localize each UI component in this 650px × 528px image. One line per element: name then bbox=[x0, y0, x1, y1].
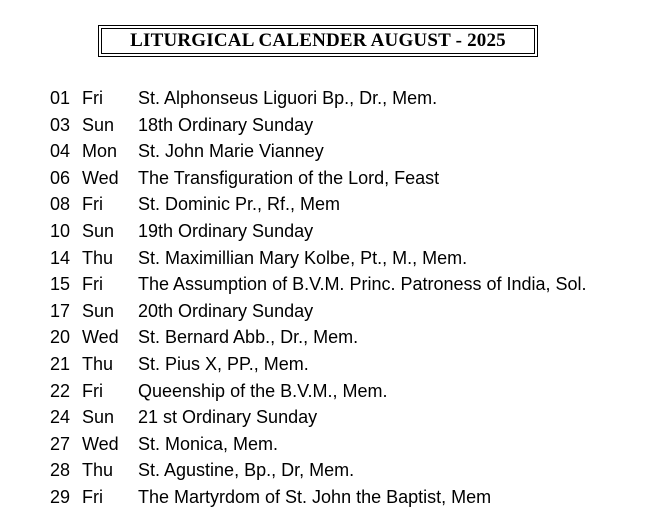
entry-day: Fri bbox=[82, 486, 103, 507]
entry-event: The Martyrdom of St. John the Baptist, Mem bbox=[138, 486, 492, 507]
calendar-entry bbox=[50, 191, 640, 218]
entry-event: St. Agustine, Bp., Dr, Mem. bbox=[138, 460, 355, 481]
entry-day: Fri bbox=[82, 194, 103, 215]
calendar-entry bbox=[50, 245, 640, 272]
entry-date: 20 bbox=[50, 327, 71, 348]
calendar-entry bbox=[50, 165, 640, 192]
entry-event: 19th Ordinary Sunday bbox=[138, 220, 314, 241]
entry-date: 03 bbox=[50, 114, 71, 135]
calendar-entry bbox=[50, 431, 640, 458]
entry-event: St. Pius X, PP., Mem. bbox=[138, 353, 309, 374]
entry-day: Wed bbox=[82, 327, 119, 348]
entry-day: Sun bbox=[82, 114, 115, 135]
entry-event: St. John Marie Vianney bbox=[138, 141, 324, 162]
calendar-entry bbox=[50, 112, 640, 139]
entry-day: Thu bbox=[82, 353, 114, 374]
entry-day: Thu bbox=[82, 460, 114, 481]
entry-event: 18th Ordinary Sunday bbox=[138, 114, 314, 135]
entry-date: 22 bbox=[50, 380, 71, 401]
entry-day: Fri bbox=[82, 88, 103, 108]
entry-event: 20th Ordinary Sunday bbox=[138, 300, 314, 321]
entry-day: Thu bbox=[82, 247, 114, 268]
calendar-entry bbox=[50, 484, 640, 511]
entry-date: 27 bbox=[50, 433, 71, 454]
calendar-entry bbox=[50, 271, 640, 298]
entry-day: Sun bbox=[82, 407, 115, 428]
calendar-entry bbox=[50, 298, 640, 325]
entry-date: 28 bbox=[50, 460, 71, 481]
entry-event: St. Monica, Mem. bbox=[138, 433, 279, 454]
entry-event: 21 st Ordinary Sunday bbox=[138, 407, 318, 428]
entry-event: Queenship of the B.V.M., Mem. bbox=[138, 380, 388, 401]
calendar-entry bbox=[50, 351, 640, 378]
entry-day: Wed bbox=[82, 167, 119, 188]
entry-date: 15 bbox=[50, 274, 71, 295]
entry-event: St. Dominic Pr., Rf., Mem bbox=[138, 194, 341, 215]
entry-date: 08 bbox=[50, 194, 71, 215]
calendar-entry bbox=[50, 218, 640, 245]
entry-day: Fri bbox=[82, 274, 103, 295]
entry-day: Sun bbox=[82, 220, 115, 241]
calendar-entry bbox=[50, 324, 640, 351]
calendar-entry bbox=[50, 138, 640, 165]
entry-day: Mon bbox=[82, 141, 118, 162]
page-title: LITURGICAL CALENDER AUGUST - 2025 bbox=[130, 30, 506, 51]
entry-day: Fri bbox=[82, 380, 103, 401]
entry-event: The Assumption of B.V.M. Princ. Patroness of India, Sol. bbox=[138, 274, 587, 295]
entry-date: 17 bbox=[50, 300, 71, 321]
calendar-entry bbox=[50, 457, 640, 484]
entry-date: 04 bbox=[50, 141, 71, 162]
entry-event: St. Bernard Abb., Dr., Mem. bbox=[138, 327, 359, 348]
entry-date: 14 bbox=[50, 247, 71, 268]
entry-date: 21 bbox=[50, 353, 71, 374]
entry-date: 29 bbox=[50, 486, 71, 507]
calendar-entry bbox=[50, 404, 640, 431]
entry-event: St. Maximillian Mary Kolbe, Pt., M., Mem. bbox=[138, 247, 468, 268]
entry-date: 06 bbox=[50, 167, 71, 188]
entry-event: The Transfiguration of the Lord, Feast bbox=[138, 167, 440, 188]
entry-event: St. Alphonseus Liguori Bp., Dr., Mem. bbox=[138, 88, 438, 108]
calendar-entry bbox=[50, 378, 640, 405]
calendar-entry bbox=[50, 85, 640, 112]
entry-date: 10 bbox=[50, 220, 71, 241]
entry-date: 24 bbox=[50, 407, 71, 428]
title-box bbox=[98, 25, 538, 57]
entry-day: Wed bbox=[82, 433, 119, 454]
calendar-list bbox=[50, 85, 640, 511]
entry-date: 01 bbox=[50, 88, 71, 108]
entry-day: Sun bbox=[82, 300, 115, 321]
